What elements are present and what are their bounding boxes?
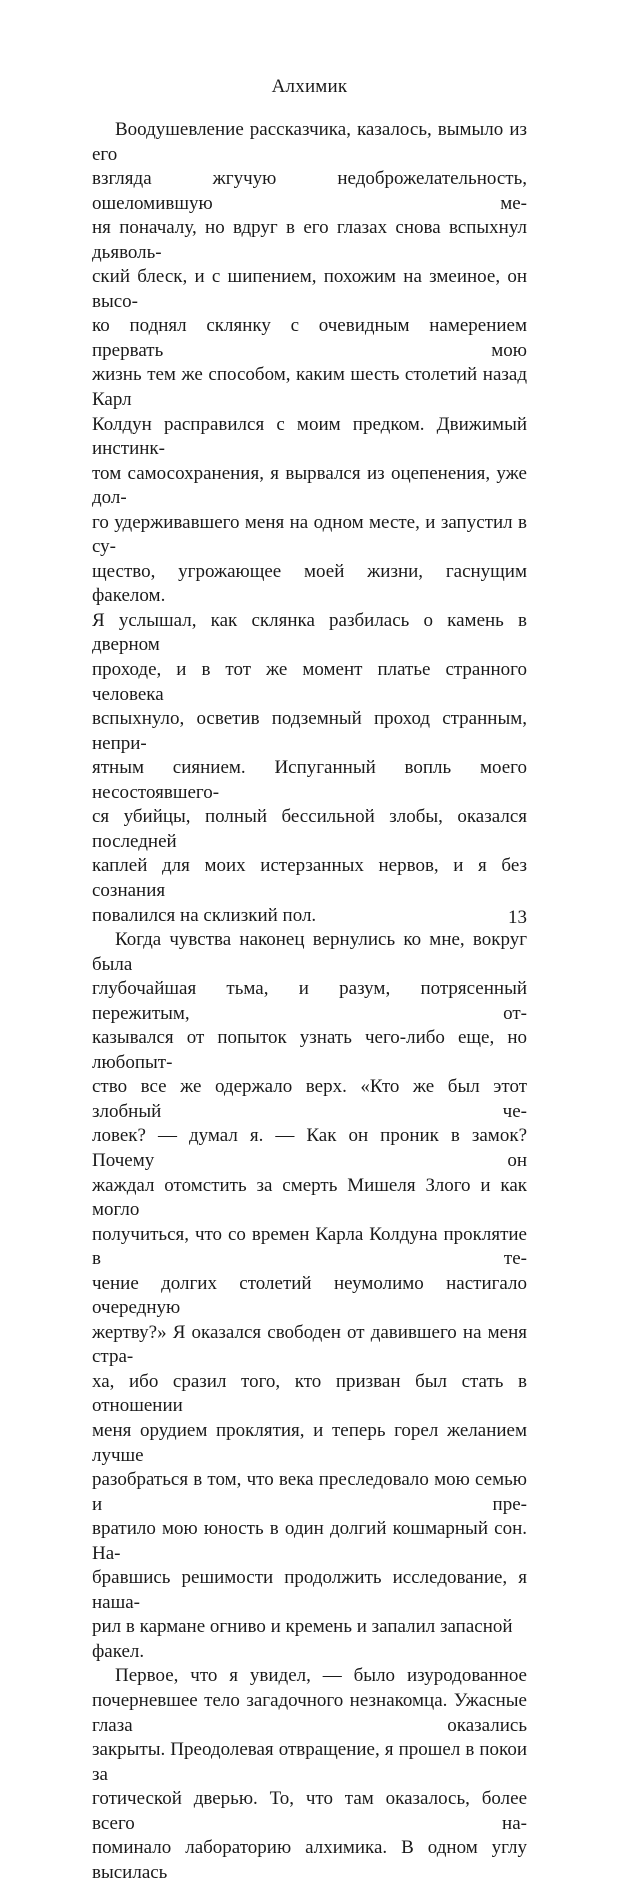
text-line: Я услышал, как склянка разбилась о камень в дверном xyxy=(92,609,527,656)
text-line: жизнь тем же способом, каким шесть столетий назад Карл xyxy=(92,364,527,411)
text-line: бравшись решимости продолжить исследование, я наша- xyxy=(92,1567,527,1613)
text-line: жертву?» Я оказался свободен от давившего на меня стра- xyxy=(92,1321,527,1368)
text-line: вспыхнуло, осветив подземный проход странным, непри- xyxy=(92,708,527,754)
text-line: ятным сиянием. Испуганный вопль моего несостоявшего- xyxy=(92,757,527,803)
text-line: взгляда жгучую недоброжелательность, ошеломившую ме- xyxy=(92,168,527,214)
text-line: щество, угрожающее моей жизни, гаснущим факелом. xyxy=(92,560,527,607)
text-line: поминало лабораторию алхимика. В одном углу высилась xyxy=(92,1837,527,1883)
paragraph xyxy=(92,1664,527,1885)
text-line: Колдун расправился с моим предком. Движимый инстинк- xyxy=(92,413,527,460)
text-line: разобраться в том, что века преследовало мою семью и пре- xyxy=(92,1469,527,1515)
page-number: 13 xyxy=(508,907,527,928)
text-line: ня поначалу, но вдруг в его глазах снова вспыхнул дьяволь- xyxy=(92,217,527,263)
text-line: Когда чувства наконец вернулись ко мне, вокруг была xyxy=(92,929,527,975)
text-line: готической дверью. То, что там оказалось, более всего на- xyxy=(92,1788,527,1834)
running-head: Алхимик xyxy=(271,76,348,97)
text-line: жаждал отомстить за смерть Мишеля Злого и как могло xyxy=(92,1174,527,1221)
text-line: том самосохранения, я вырвался из оцепенения, уже дол- xyxy=(92,462,527,509)
text-line: вратило мою юность в один долгий кошмарный сон. На- xyxy=(92,1518,527,1564)
text-line: Воодушевление рассказчика, казалось, вымыло из его xyxy=(92,119,527,165)
text-line: рил в кармане огниво и кремень и запалил запасной факел. xyxy=(92,1616,513,1662)
text-line: го удерживавшего меня на одном месте, и запустил в су- xyxy=(92,511,527,558)
paragraph xyxy=(92,118,527,928)
text-line: Первое, что я увидел, — было изуродованное почерневшее тело загадочного незнакомца. Ужасные глаза оказались xyxy=(92,1665,527,1736)
text-line: получиться, что со времен Карла Колдуна проклятие в те- xyxy=(92,1223,527,1270)
text-line: ство все же одержало верх. «Кто же был этот злобный че- xyxy=(92,1076,527,1122)
paragraph xyxy=(92,928,527,1664)
text-line: казывался от попыток узнать чего-либо еще, но любопыт- xyxy=(92,1027,527,1073)
text-line: ко поднял склянку с очевидным намерением прервать мою xyxy=(92,315,527,361)
text-line: ловек? — думал я. — Как он проник в замок? Почему он xyxy=(92,1125,527,1171)
text-line: чение долгих столетий неумолимо настигало очередную xyxy=(92,1272,527,1319)
text-line: повалился на склизкий пол. xyxy=(92,904,317,926)
text-line: меня орудием проклятия, и теперь горел желанием лучше xyxy=(92,1419,527,1466)
body-text xyxy=(92,118,527,1885)
text-line: ха, ибо сразил того, кто призван был стать в отношении xyxy=(92,1370,527,1417)
text-line: глубочайшая тьма, и разум, потрясенный пережитым, от- xyxy=(92,978,527,1024)
text-line: закрыты. Преодолевая отвращение, я прошел в покои за xyxy=(92,1739,527,1785)
text-line: ся убийцы, полный бессильной злобы, оказался последней xyxy=(92,806,527,852)
text-line: каплей для моих истерзанных нервов, и я без сознания xyxy=(92,855,527,901)
text-line: проходе, и в тот же момент платье странного человека xyxy=(92,659,527,705)
text-line: ский блеск, и с шипением, похожим на змеиное, он высо- xyxy=(92,266,527,312)
